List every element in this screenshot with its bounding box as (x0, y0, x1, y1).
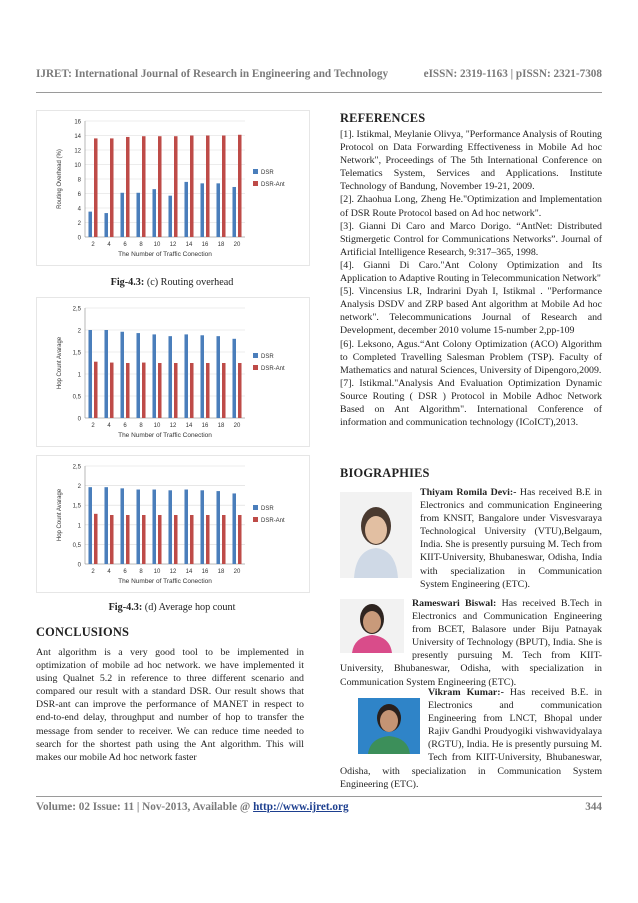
author-photo (340, 492, 412, 578)
bar-dsr-ant (110, 515, 114, 564)
biographies-title: BIOGRAPHIES (340, 466, 430, 480)
y-tick-label: 1,5 (72, 350, 81, 357)
bar-dsr (120, 488, 124, 564)
bar-dsr (168, 196, 172, 237)
legend-swatch (253, 353, 258, 358)
y-tick-label: 2,5 (72, 464, 81, 471)
bar-dsr (104, 487, 108, 564)
x-axis-label: The Number of Traffic Conection (118, 432, 212, 439)
x-tick-label: 2 (91, 423, 95, 429)
conclusions-title: CONCLUSIONS (36, 625, 130, 639)
bar-dsr-ant (126, 515, 130, 564)
bar-dsr-ant (206, 136, 210, 238)
bar-dsr (200, 183, 204, 237)
y-tick-label: 0 (77, 235, 81, 242)
x-tick-label: 14 (185, 242, 193, 248)
references-title: REFERENCES (340, 111, 426, 125)
y-tick-label: 2 (77, 484, 81, 491)
x-tick-label: 6 (123, 242, 127, 248)
y-tick-label: 6 (77, 192, 81, 198)
page-footer (36, 801, 602, 813)
bar-dsr (216, 491, 220, 564)
bio-text: Has received B.E. in Electronics and communication Engineering from LNCT, Bhopal under Rajiv Gandhi Proudyogiki vishwavidyalaya (RGTU), India. He is presently pursuing M. Tech from KIIT-University, Bhubaneswar, Odisha, with specialization in Communication System Engineering (ETC). (340, 687, 602, 790)
y-tick-label: 16 (74, 119, 81, 126)
author-photo (358, 698, 420, 754)
y-tick-label: 2,5 (72, 306, 81, 313)
reference-item: [3]. Gianni Di Caro and Marco Dorigo. “AntNet: Distributed Stigmergetic Control for Communications Networks”. Journal of Artificial Intelligence Research, 9:317–365, 1998. (340, 220, 602, 258)
bar-dsr-ant (94, 138, 98, 237)
y-tick-label: 10 (74, 163, 81, 169)
x-tick-label: 4 (107, 242, 111, 248)
reference-item: [1]. Istikmal, Meylanie Olivya, "Performance Analysis of Routing Protocol on Data Forwarding Effectiveness in Mobile Ad hoc Network", Proceedings of The 5th International Conference on Telematics System, Services and Applications. Institute Technology of Bandung, November 19-21, 2009. (340, 129, 602, 193)
fig-d-caption (36, 602, 308, 613)
bio-name: Thiyam Romila Devi:- (420, 487, 517, 498)
bio-name: Vikram Kumar:- (428, 687, 504, 698)
y-tick-label: 1 (77, 523, 81, 530)
bar-dsr (168, 490, 172, 564)
y-axis-label: Hop Count Avarage (57, 336, 63, 390)
bar-dsr-ant (222, 363, 226, 418)
y-axis-label: Hop Count Avarage (57, 488, 63, 542)
bar-dsr (184, 490, 188, 564)
x-tick-label: 18 (217, 242, 225, 248)
bar-dsr-ant (238, 363, 242, 418)
fig-d-label: Fig-4.3: (108, 602, 143, 613)
reference-item: [4]. Gianni Di Caro."Ant Colony Optimization and Its Application to Adaptive Routing in Telecommunication Network" (340, 259, 602, 285)
y-tick-label: 4 (77, 206, 81, 213)
x-tick-label: 2 (91, 569, 95, 575)
bar-dsr-ant (174, 136, 178, 237)
bar-dsr (152, 490, 156, 564)
bar-dsr-ant (142, 136, 146, 237)
x-tick-label: 12 (169, 423, 177, 429)
bar-dsr-ant (238, 135, 242, 237)
y-tick-label: 2 (77, 221, 81, 227)
bar-dsr-ant (158, 363, 162, 418)
fig-c-caption (36, 277, 308, 288)
bar-dsr-ant (126, 363, 130, 418)
x-tick-label: 4 (107, 423, 111, 429)
x-tick-label: 16 (201, 423, 209, 429)
bar-dsr (152, 334, 156, 418)
x-tick-label: 8 (139, 569, 143, 575)
x-tick-label: 10 (153, 569, 161, 575)
bio-name: Rameswari Biswal: (412, 598, 497, 609)
legend-label: DSR-Ant (261, 518, 285, 524)
reference-item: [6]. Leksono, Agus.“Ant Colony Optimization (ACO) Algorithm to Completed Travelling Salesman Problem (TSP). Faculty of Mathematics and natural Sciences, University of Dipengoro,2009. (340, 338, 602, 376)
bar-dsr-ant (190, 515, 194, 564)
x-tick-label: 18 (217, 569, 225, 575)
page-header (36, 68, 602, 80)
bar-dsr (168, 336, 172, 418)
bar-dsr (104, 213, 108, 237)
x-tick-label: 18 (217, 423, 225, 429)
legend-swatch (253, 169, 258, 174)
x-tick-label: 8 (139, 423, 143, 429)
bar-dsr-ant (222, 136, 226, 238)
x-tick-label: 20 (233, 242, 241, 248)
x-tick-label: 14 (185, 569, 193, 575)
bar-dsr (200, 335, 204, 418)
x-tick-label: 16 (201, 242, 209, 248)
reference-item: [5]. Vincensius LR, Indrarini Dyah I, Istikmal . "Performance Analysis DSDV and ZRP based Ant algorithm at Mobile Ad hoc network". Telecommunications Journal of Research and Development, december 2010 volume 15-number 2,pp-109 (340, 286, 602, 337)
legend-label: DSR (261, 170, 274, 176)
bar-dsr-ant (190, 136, 194, 238)
journal-name: IJRET: International Journal of Research in Engineering and Technology (36, 68, 389, 80)
bar-dsr (184, 334, 188, 418)
legend-label: DSR (261, 506, 274, 512)
bar-dsr (232, 187, 236, 237)
bar-dsr (120, 193, 124, 237)
bar-dsr (136, 193, 140, 237)
author-photo (340, 599, 404, 653)
bio-vikram (340, 686, 602, 791)
bio-thiyam (340, 486, 602, 591)
bio-text: Has received B.E in Electronics and communication Engineering from KNSIT, Bangalore under Visvesvaraya Technological University (VTU),Belgaum, India. She is presently pursuing M. Tech from KIIT-University, Bhubaneswar, Odisha, India with specialization in Communication System Engineering (ETC). (420, 487, 602, 590)
legend-swatch (253, 365, 258, 370)
bar-dsr-ant (142, 515, 146, 564)
y-tick-label: 2 (77, 328, 81, 335)
x-tick-label: 6 (123, 569, 127, 575)
bar-dsr-ant (126, 137, 130, 237)
x-tick-label: 14 (185, 423, 193, 429)
hop-count-chart-2 (36, 455, 310, 593)
bar-dsr (216, 336, 220, 418)
bar-dsr (136, 333, 140, 418)
x-tick-label: 10 (153, 423, 161, 429)
x-axis-label: The Number of Traffic Conection (118, 578, 212, 585)
y-axis-label: Routing Overhead (%) (57, 149, 63, 209)
x-axis-label: The Number of Traffic Conection (118, 251, 212, 258)
bar-dsr-ant (174, 363, 178, 418)
y-tick-label: 14 (74, 134, 81, 140)
legend-label: DSR (261, 354, 274, 360)
bar-dsr (120, 332, 124, 418)
bar-dsr-ant (110, 363, 114, 418)
legend-swatch (253, 181, 258, 186)
bio-rameswari (340, 597, 602, 689)
bar-dsr-ant (158, 515, 162, 564)
x-tick-label: 8 (139, 242, 143, 248)
bar-dsr-ant (158, 136, 162, 237)
journal-link[interactable]: http://www.ijret.org (253, 801, 349, 813)
bar-dsr-ant (222, 515, 226, 564)
bar-dsr-ant (206, 363, 210, 418)
bar-dsr (88, 212, 92, 237)
x-tick-label: 20 (233, 423, 241, 429)
bar-dsr (88, 330, 92, 418)
y-tick-label: 8 (77, 177, 81, 184)
reference-item: [2]. Zhaohua Long, Zheng He."Optimization and Implementation of DSR Route Protocol based on Ad hoc network". (340, 194, 602, 219)
header-rule (36, 92, 602, 93)
x-tick-label: 6 (123, 423, 127, 429)
footer-rule (36, 796, 602, 797)
bar-dsr-ant (94, 514, 98, 564)
bar-dsr (232, 493, 236, 564)
bar-dsr (232, 339, 236, 418)
bar-dsr-ant (238, 515, 242, 564)
y-tick-label: 12 (74, 148, 81, 155)
bar-dsr (136, 490, 140, 564)
bar-dsr (184, 182, 188, 237)
x-tick-label: 16 (201, 569, 209, 575)
references-list (340, 128, 602, 429)
bar-dsr-ant (206, 515, 210, 564)
bar-dsr (152, 189, 156, 237)
y-tick-label: 0 (77, 562, 81, 569)
routing-overhead-chart (36, 110, 310, 266)
y-tick-label: 1,5 (72, 503, 81, 510)
bar-dsr-ant (190, 363, 194, 418)
y-tick-label: 0,5 (72, 542, 81, 549)
bar-dsr (88, 487, 92, 564)
y-tick-label: 0,5 (72, 394, 81, 401)
legend-label: DSR-Ant (261, 182, 285, 188)
hop-count-chart-1 (36, 297, 310, 447)
x-tick-label: 12 (169, 242, 177, 248)
bar-dsr (200, 490, 204, 564)
bar-dsr-ant (142, 363, 146, 418)
bar-dsr-ant (94, 362, 98, 418)
x-tick-label: 12 (169, 569, 177, 575)
y-tick-label: 0 (77, 416, 81, 423)
bar-dsr (104, 330, 108, 418)
bar-dsr-ant (174, 515, 178, 564)
x-tick-label: 10 (153, 242, 161, 248)
reference-item: [7]. Istikmal."Analysis And Evaluation Optimization Dynamic Source Routing ( DSR ) Protocol in Mobile Adhoc Network Based on Ant Algorithm". International Conference of information and communication technology (ICoICT),2013. (340, 377, 602, 429)
bio-text: Has received B.Tech in Electronics and Communication Engineering from BCET, Balasore under Biju Patnayak University of Technology (BPUT), India. She is presently pursuing M. Tech from KIIT-University, Bhubaneswar, Odisha, with specialization in Communication System Engineering (ETC). (340, 598, 602, 688)
fig-c-text: (c) Routing overhead (144, 277, 234, 288)
bar-dsr (216, 183, 220, 237)
legend-swatch (253, 517, 258, 522)
x-tick-label: 4 (107, 569, 111, 575)
bar-dsr-ant (110, 138, 114, 237)
fig-d-text: (d) Average hop count (142, 602, 236, 613)
footer-volume: Volume: 02 Issue: 11 | Nov-2013, Available @ http://www.ijret.org (36, 801, 349, 813)
conclusions-text: Ant algorithm is a very good tool to be implemented in optimization of mobile ad hoc network. we have implemented it using Qualnet 5.2 in reference to three different scenario and compared our result with a standard DSR. Our result shows that DSR-ant can improve the performance of MANET in respect to end-to-end delay, throughput and number of hop to transfer the message from sender to receiver. We can reduce time needed to search for the shortest path using the Ant algorithm. This will makes our mobile Ad hoc network faster (36, 647, 304, 763)
page-number: 344 (585, 801, 602, 813)
y-tick-label: 1 (77, 372, 81, 379)
issn: eISSN: 2319-1163 | pISSN: 2321-7308 (423, 68, 602, 80)
x-tick-label: 20 (233, 569, 241, 575)
fig-c-label: Fig-4.3: (110, 277, 145, 288)
legend-swatch (253, 505, 258, 510)
x-tick-label: 2 (91, 242, 95, 248)
legend-label: DSR-Ant (261, 366, 285, 372)
